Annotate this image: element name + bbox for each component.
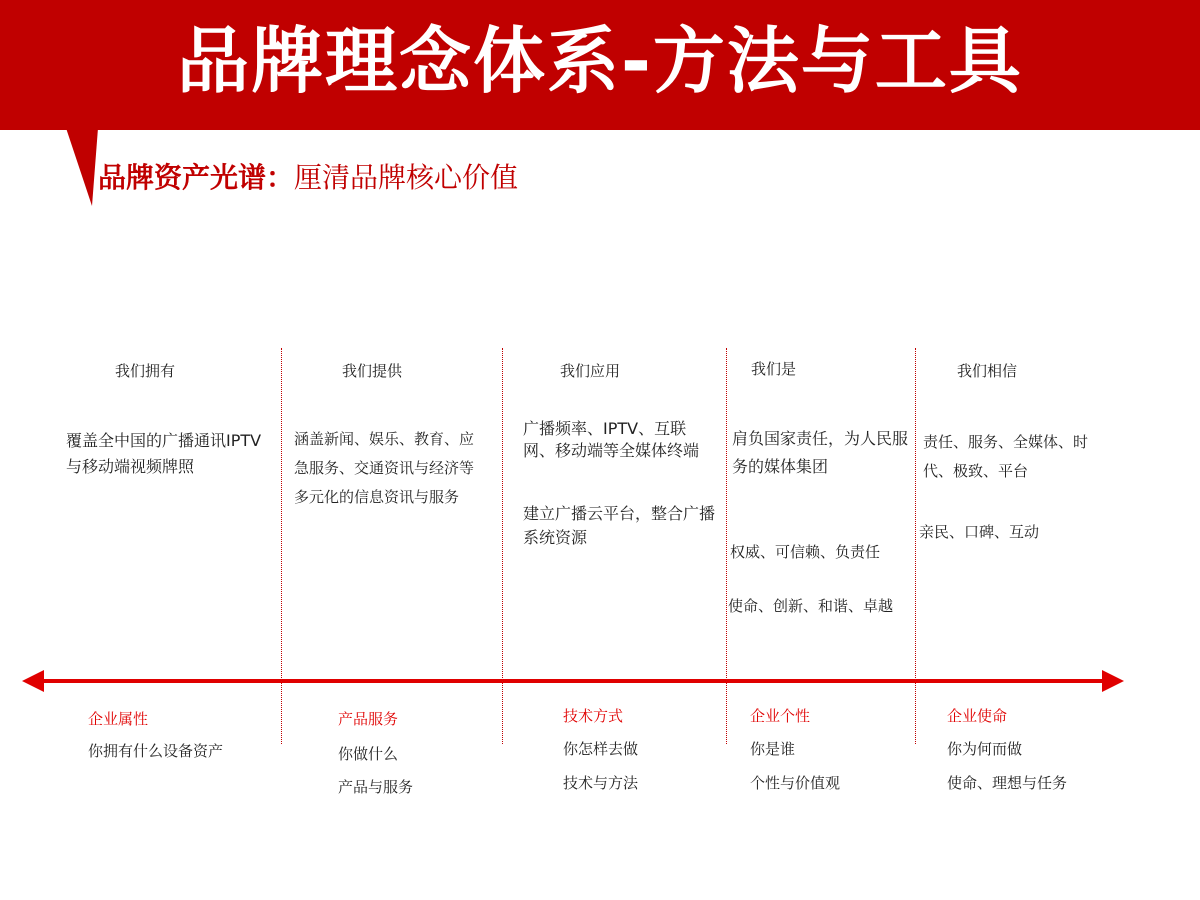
column-category: 技术方式: [563, 707, 624, 725]
column-sub-label: 使命、理想与任务: [947, 774, 1068, 792]
subtitle-strong: 品牌资产光谱：: [98, 161, 295, 194]
column-note: 权威、可信赖、负责任: [730, 543, 881, 561]
column-heading: 我们应用: [560, 362, 621, 380]
column-heading: 我们提供: [342, 362, 403, 380]
column-note: 使命、创新、和谐、卓越: [728, 597, 894, 615]
page-title: 品牌理念体系-方法与工具: [177, 19, 1023, 103]
column-description: 广播频率、IPTV、互联网、移动端等全媒体终端: [523, 419, 700, 460]
column-category: 企业个性: [750, 707, 811, 725]
column-heading: 我们拥有: [115, 362, 176, 380]
column-description: 肩负国家责任，为人民服务的媒体集团: [732, 429, 909, 476]
spectrum-double-arrow: [22, 668, 1126, 694]
column-category: 企业属性: [88, 710, 149, 728]
column-sub-label: 你为何而做: [947, 740, 1023, 758]
column-description: 责任、服务、全媒体、时代、极致、平台: [923, 433, 1089, 480]
column-note: 亲民、口碑、互动: [919, 523, 1040, 541]
column-sub-label: 你怎样去做: [563, 740, 639, 758]
column-sub-label: 个性与价值观: [750, 774, 841, 792]
column-description: 涵盖新闻、娱乐、教育、应急服务、交通资讯与经济等多元化的信息资讯与服务: [294, 430, 475, 506]
title-banner: [0, 0, 1200, 130]
column-description: 建立广播云平台，整合广播系统资源: [523, 504, 716, 547]
banner-flag-decoration: [66, 128, 98, 208]
column-category: 产品服务: [338, 710, 399, 728]
column-description: 覆盖全中国的广播通讯IPTV与移动端视频牌照: [66, 431, 262, 476]
column-category: 企业使命: [947, 707, 1008, 725]
column-sub-label: 产品与服务: [338, 778, 414, 796]
column-sub-label: 你做什么: [338, 745, 399, 763]
column-sub-label: 你是谁: [750, 740, 796, 758]
subtitle: [98, 158, 518, 198]
subtitle-light: 厘清品牌核心价值: [294, 161, 519, 194]
column-heading: 我们是: [751, 360, 797, 378]
column-heading: 我们相信: [957, 362, 1018, 380]
column-sub-label: 你拥有什么设备资产: [88, 742, 224, 760]
column-sub-label: 技术与方法: [563, 774, 639, 792]
